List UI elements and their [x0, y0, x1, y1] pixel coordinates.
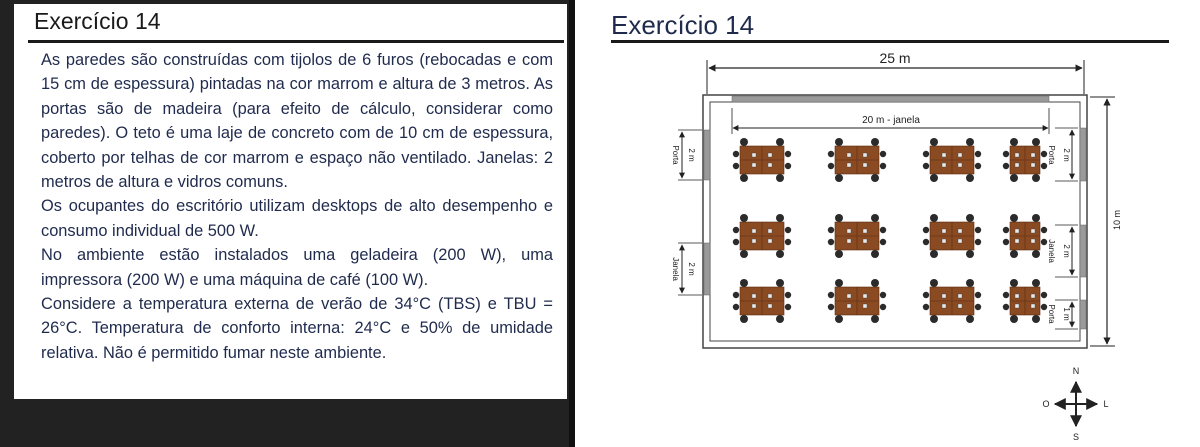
paragraph-conditions: Considere a temperatura externa de verão de 34°C (TBS) e TBU = 26°C. Temperatura de conforto interna: 24°C e 50% de umidade relativa. Não é permitido fumar neste ambiente. — [41, 295, 553, 362]
chair — [828, 304, 834, 310]
chair — [835, 214, 843, 222]
chair — [1041, 151, 1047, 157]
chair — [880, 304, 886, 310]
width-dimension — [707, 50, 1084, 94]
monitor — [863, 304, 867, 308]
compass-south: S — [1072, 432, 1080, 442]
top-window-label: 20 m - janela — [862, 115, 920, 126]
chair — [1041, 304, 1047, 310]
chair — [930, 174, 938, 182]
right-window — [1047, 225, 1086, 277]
chair — [966, 315, 974, 323]
chair — [930, 138, 938, 146]
monitor — [942, 239, 946, 243]
chair — [835, 138, 843, 146]
right-door-bottom-dim: 1 m — [1062, 307, 1071, 321]
chair — [1003, 227, 1009, 233]
chair — [733, 292, 739, 298]
chair — [975, 163, 981, 169]
compass — [1042, 366, 1108, 442]
monitor — [1031, 229, 1035, 233]
desk-cluster — [733, 279, 791, 323]
chair — [828, 227, 834, 233]
monitor — [1015, 153, 1019, 157]
left-slide — [0, 0, 569, 447]
chair — [1003, 304, 1009, 310]
chair — [1041, 239, 1047, 245]
desk-cluster — [923, 214, 981, 258]
compass-east: L — [1103, 399, 1109, 409]
chair — [1003, 163, 1009, 169]
chair — [923, 292, 929, 298]
chair — [975, 239, 981, 245]
chair — [1032, 315, 1040, 323]
monitor — [768, 163, 772, 167]
monitor — [752, 153, 756, 157]
monitor — [863, 163, 867, 167]
chair — [828, 151, 834, 157]
chair — [1010, 138, 1018, 146]
right-window-dim: 2 m — [1062, 244, 1071, 258]
chair — [923, 163, 929, 169]
left-door-dim: 2 m — [687, 148, 696, 162]
chair — [776, 138, 784, 146]
chair — [835, 315, 843, 323]
desk-cluster — [923, 138, 981, 182]
desk-cluster — [1003, 138, 1047, 182]
chair — [776, 279, 784, 287]
chair — [740, 174, 748, 182]
left-door-label: Porta — [671, 145, 680, 165]
chair — [871, 315, 879, 323]
chair — [785, 227, 791, 233]
desk-cluster — [1003, 279, 1047, 323]
chair — [1003, 239, 1009, 245]
chair — [1010, 250, 1018, 258]
chair — [1010, 174, 1018, 182]
chair — [1010, 279, 1018, 287]
monitor — [752, 304, 756, 308]
chair — [930, 279, 938, 287]
chair — [740, 250, 748, 258]
chair — [930, 315, 938, 323]
desk-cluster — [828, 138, 886, 182]
chair — [871, 214, 879, 222]
chair — [923, 151, 929, 157]
chair — [785, 292, 791, 298]
monitor — [958, 163, 962, 167]
right-slide — [575, 0, 1200, 447]
monitor — [1015, 229, 1019, 233]
chair — [733, 227, 739, 233]
chair — [880, 292, 886, 298]
right-door-top-label: Porta — [1047, 145, 1056, 165]
chair — [1041, 292, 1047, 298]
monitor — [1015, 163, 1019, 167]
monitor — [958, 294, 962, 298]
chair — [740, 315, 748, 323]
desk-cluster — [828, 214, 886, 258]
chair — [966, 214, 974, 222]
monitor — [863, 239, 867, 243]
chair — [966, 138, 974, 146]
chair — [1032, 250, 1040, 258]
compass-west: O — [1042, 399, 1050, 409]
monitor — [958, 229, 962, 233]
desk-clusters — [733, 138, 1047, 323]
chair — [835, 174, 843, 182]
chair — [880, 163, 886, 169]
monitor — [942, 294, 946, 298]
chair — [966, 174, 974, 182]
monitor — [768, 304, 772, 308]
left-door — [671, 130, 710, 180]
monitor — [847, 229, 851, 233]
left-window — [671, 243, 710, 295]
monitor — [958, 153, 962, 157]
chair — [733, 304, 739, 310]
chair — [835, 279, 843, 287]
monitor — [863, 229, 867, 233]
monitor — [1015, 304, 1019, 308]
monitor — [847, 153, 851, 157]
chair — [930, 250, 938, 258]
chair — [740, 138, 748, 146]
chair — [835, 250, 843, 258]
chair — [880, 227, 886, 233]
paragraph-appliances: No ambiente estão instalados uma geladeira (200 W), uma impressora (200 W) e uma máquina de café (100 W). — [41, 246, 553, 289]
chair — [740, 214, 748, 222]
monitor — [863, 294, 867, 298]
chair — [1041, 163, 1047, 169]
top-window — [732, 96, 1049, 134]
chair — [1010, 214, 1018, 222]
chair — [975, 304, 981, 310]
right-door-top — [1047, 128, 1086, 181]
monitor — [1015, 239, 1019, 243]
monitor — [847, 163, 851, 167]
monitor — [942, 304, 946, 308]
monitor — [768, 239, 772, 243]
monitor — [768, 229, 772, 233]
chair — [733, 239, 739, 245]
monitor — [752, 294, 756, 298]
monitor — [1015, 294, 1019, 298]
monitor — [863, 153, 867, 157]
monitor — [1031, 163, 1035, 167]
chair — [1041, 227, 1047, 233]
monitor — [847, 304, 851, 308]
chair — [776, 250, 784, 258]
monitor — [768, 153, 772, 157]
monitor — [768, 294, 772, 298]
chair — [880, 239, 886, 245]
exercise-text — [41, 48, 553, 365]
width-label: 25 m — [879, 50, 911, 66]
monitor — [752, 229, 756, 233]
chair — [871, 174, 879, 182]
desk-cluster — [733, 214, 791, 258]
right-door-bottom — [1047, 300, 1086, 329]
chair — [871, 250, 879, 258]
chair — [828, 292, 834, 298]
monitor — [942, 163, 946, 167]
left-window-dim: 2 m — [687, 262, 696, 276]
chair — [785, 239, 791, 245]
left-slide-content — [14, 4, 567, 399]
floor-plan — [575, 0, 1200, 447]
monitor — [958, 304, 962, 308]
chair — [930, 214, 938, 222]
paragraph-walls: As paredes são construídas com tijolos de 6 furos (rebocadas e com 15 cm de espessura) pintadas na cor marrom e altura de 3 metros. As portas são de madeira (para efeito de cálculo, considerar como paredes). O teto é uma laje de concreto com de 10 cm de espessura, coberto por telhas de cor marrom e espaço não ventilado. Janelas: 2 metros de altura e vidros comuns. — [41, 51, 553, 192]
monitor — [752, 239, 756, 243]
monitor — [942, 153, 946, 157]
chair — [776, 174, 784, 182]
right-door-bottom-label: Porta — [1047, 304, 1056, 324]
desk-cluster — [828, 279, 886, 323]
chair — [923, 304, 929, 310]
monitor — [1031, 153, 1035, 157]
chair — [1032, 138, 1040, 146]
right-window-label: Janela — [1047, 239, 1056, 263]
monitor — [958, 239, 962, 243]
chair — [785, 151, 791, 157]
chair — [975, 227, 981, 233]
title-rule — [28, 40, 564, 43]
chair — [785, 304, 791, 310]
chair — [966, 279, 974, 287]
chair — [828, 239, 834, 245]
chair — [776, 214, 784, 222]
chair — [1010, 315, 1018, 323]
slide-title-right: Exercício 14 — [611, 10, 755, 40]
monitor — [752, 163, 756, 167]
chair — [785, 163, 791, 169]
monitor — [847, 239, 851, 243]
desk-cluster — [1003, 214, 1047, 258]
chair — [1003, 292, 1009, 298]
chair — [740, 279, 748, 287]
chair — [975, 292, 981, 298]
chair — [923, 239, 929, 245]
paragraph-desktops: Os ocupantes do escritório utilizam desktops de alto desempenho e consumo individual de 500 W. — [41, 197, 553, 240]
right-door-top-dim: 2 m — [1062, 148, 1071, 162]
chair — [923, 227, 929, 233]
chair — [1032, 174, 1040, 182]
chair — [1003, 151, 1009, 157]
left-window-label: Janela — [671, 257, 680, 281]
chair — [966, 250, 974, 258]
monitor — [1031, 239, 1035, 243]
chair — [828, 163, 834, 169]
chair — [880, 151, 886, 157]
slide-title: Exercício 14 — [34, 8, 161, 34]
compass-north: N — [1072, 366, 1080, 376]
monitor — [847, 294, 851, 298]
height-dimension — [1090, 97, 1122, 346]
chair — [733, 151, 739, 157]
chair — [871, 138, 879, 146]
chair — [1032, 279, 1040, 287]
monitor — [1031, 304, 1035, 308]
chair — [733, 163, 739, 169]
desk-cluster — [923, 279, 981, 323]
height-label: 10 m — [1112, 209, 1122, 231]
monitor — [942, 229, 946, 233]
monitor — [1031, 294, 1035, 298]
chair — [776, 315, 784, 323]
chair — [975, 151, 981, 157]
chair — [1032, 214, 1040, 222]
chair — [871, 279, 879, 287]
desk-cluster — [733, 138, 791, 182]
